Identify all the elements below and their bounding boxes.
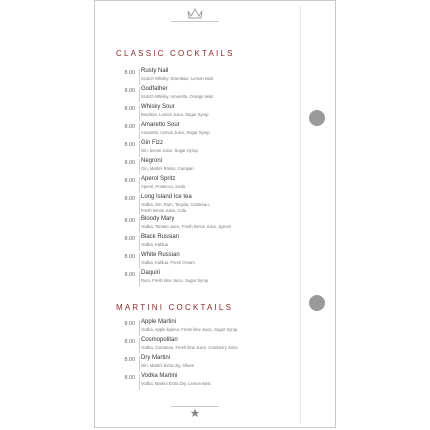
item-ingredients: Scotch Whisky, Drambuie, Lemon twist <box>141 76 214 81</box>
item-price: 8.00 <box>124 339 135 345</box>
item-divider <box>139 105 140 121</box>
item-price: 8.00 <box>124 196 135 202</box>
item-ingredients: Gin, Martini Rosso, Campari <box>141 166 194 171</box>
item-divider <box>139 320 140 336</box>
menu-item <box>114 140 294 158</box>
item-ingredients: Aperol, Prosecco, Soda <box>141 184 185 189</box>
menu-item <box>114 319 294 337</box>
item-ingredients: Vodka, Kahlua, Fresh Cream <box>141 260 195 265</box>
item-price: 8.00 <box>124 236 135 242</box>
item-price: 8.00 <box>124 88 135 94</box>
item-price: 8.00 <box>124 106 135 112</box>
item-price: 8.00 <box>124 357 135 363</box>
menu-item <box>114 158 294 176</box>
classic-cocktails-title: CLASSIC COCKTAILS <box>116 49 235 58</box>
menu-item <box>114 216 294 234</box>
item-name: Bloody Mary <box>141 216 175 222</box>
binder-hole-top <box>309 110 325 126</box>
menu-item <box>114 68 294 86</box>
item-name: Apple Martini <box>141 319 177 325</box>
item-divider <box>139 217 140 233</box>
item-price: 8.00 <box>124 321 135 327</box>
item-ingredients: Vodka, Gin, Rum, Tequila, Cointreau, Fresh lemon Juice, Cola <box>141 202 210 213</box>
item-name: Rusty Nail <box>141 68 169 74</box>
menu-item <box>114 355 294 373</box>
item-price: 8.00 <box>124 70 135 76</box>
item-ingredients: Gin, Martini Extra dry, Olives <box>141 363 194 368</box>
menu-item <box>114 194 294 216</box>
item-divider <box>139 177 140 193</box>
item-divider <box>139 141 140 157</box>
item-price: 8.00 <box>124 124 135 130</box>
item-name: Dry Martini <box>141 355 171 361</box>
martini-cocktails-list <box>114 319 294 391</box>
menu-item <box>114 122 294 140</box>
item-divider <box>139 87 140 103</box>
menu-item <box>114 234 294 252</box>
item-divider <box>139 253 140 269</box>
item-price: 8.00 <box>124 375 135 381</box>
item-ingredients: Vodka, Kahlua <box>141 242 169 247</box>
item-name: Amaretto Sour <box>141 122 180 128</box>
footer-divider <box>171 406 219 407</box>
menu-item <box>114 337 294 355</box>
item-price: 8.00 <box>124 142 135 148</box>
item-price: 8.00 <box>124 254 135 260</box>
item-name: Godfather <box>141 86 168 92</box>
classic-cocktails-list <box>114 68 294 288</box>
menu-item <box>114 270 294 288</box>
item-divider <box>139 159 140 175</box>
item-name: Cosmopolitan <box>141 337 178 343</box>
martini-cocktails-title: MARTINI COCKTAILS <box>116 303 234 312</box>
star-icon <box>190 408 200 418</box>
item-name: Gin Fizz <box>141 140 164 146</box>
item-divider <box>139 69 140 85</box>
item-name: Daquiri <box>141 270 161 276</box>
item-name: Aperol Spritz <box>141 176 176 182</box>
header-divider <box>171 21 219 22</box>
item-ingredients: Vodka, Martini Extra Dry, Lemon twist <box>141 381 211 386</box>
item-ingredients: Vodka, Tomato Juice, Fresh lemon Juice, Spices <box>141 224 231 229</box>
item-name: Long Island Ice tea <box>141 194 192 200</box>
item-price: 8.00 <box>124 218 135 224</box>
item-divider <box>139 271 140 287</box>
crown-icon <box>187 8 203 20</box>
item-divider <box>139 338 140 354</box>
item-name: White Russian <box>141 252 180 258</box>
item-price: 8.00 <box>124 272 135 278</box>
item-price: 8.00 <box>124 178 135 184</box>
item-divider <box>139 123 140 139</box>
item-name: Negroni <box>141 158 163 164</box>
item-divider <box>139 195 140 215</box>
item-divider <box>139 235 140 251</box>
binder-hole-bottom <box>309 295 325 311</box>
item-ingredients: Gin, lemon Juice, Sugar Syrup <box>141 148 198 153</box>
item-ingredients: Bourbon, Lemon Juice, Sugar Syrup <box>141 112 209 117</box>
item-ingredients: Scotch Whisky, Amaretto, Orange twist <box>141 94 214 99</box>
item-divider <box>139 374 140 390</box>
menu-item <box>114 104 294 122</box>
menu-item <box>114 86 294 104</box>
item-divider <box>139 356 140 372</box>
menu-item <box>114 176 294 194</box>
item-ingredients: Vodka, Cointreau, Fresh lime Juice, Cranberry Juice <box>141 345 238 350</box>
page-fold <box>300 6 301 424</box>
item-price: 8.00 <box>124 160 135 166</box>
item-ingredients: Rum, Fresh lime Juice, Sugar Syrup <box>141 278 209 283</box>
item-ingredients: Vodka, Apple liqueur, Fresh lime Juice, Sugar Syrup <box>141 327 238 332</box>
item-name: Whisky Sour <box>141 104 175 110</box>
item-name: Vodka Martini <box>141 373 178 379</box>
item-name: Black Russian <box>141 234 180 240</box>
item-ingredients: Amaretto, Lemon Juice, Sugar Syrup <box>141 130 210 135</box>
menu-item <box>114 252 294 270</box>
menu-item <box>114 373 294 391</box>
